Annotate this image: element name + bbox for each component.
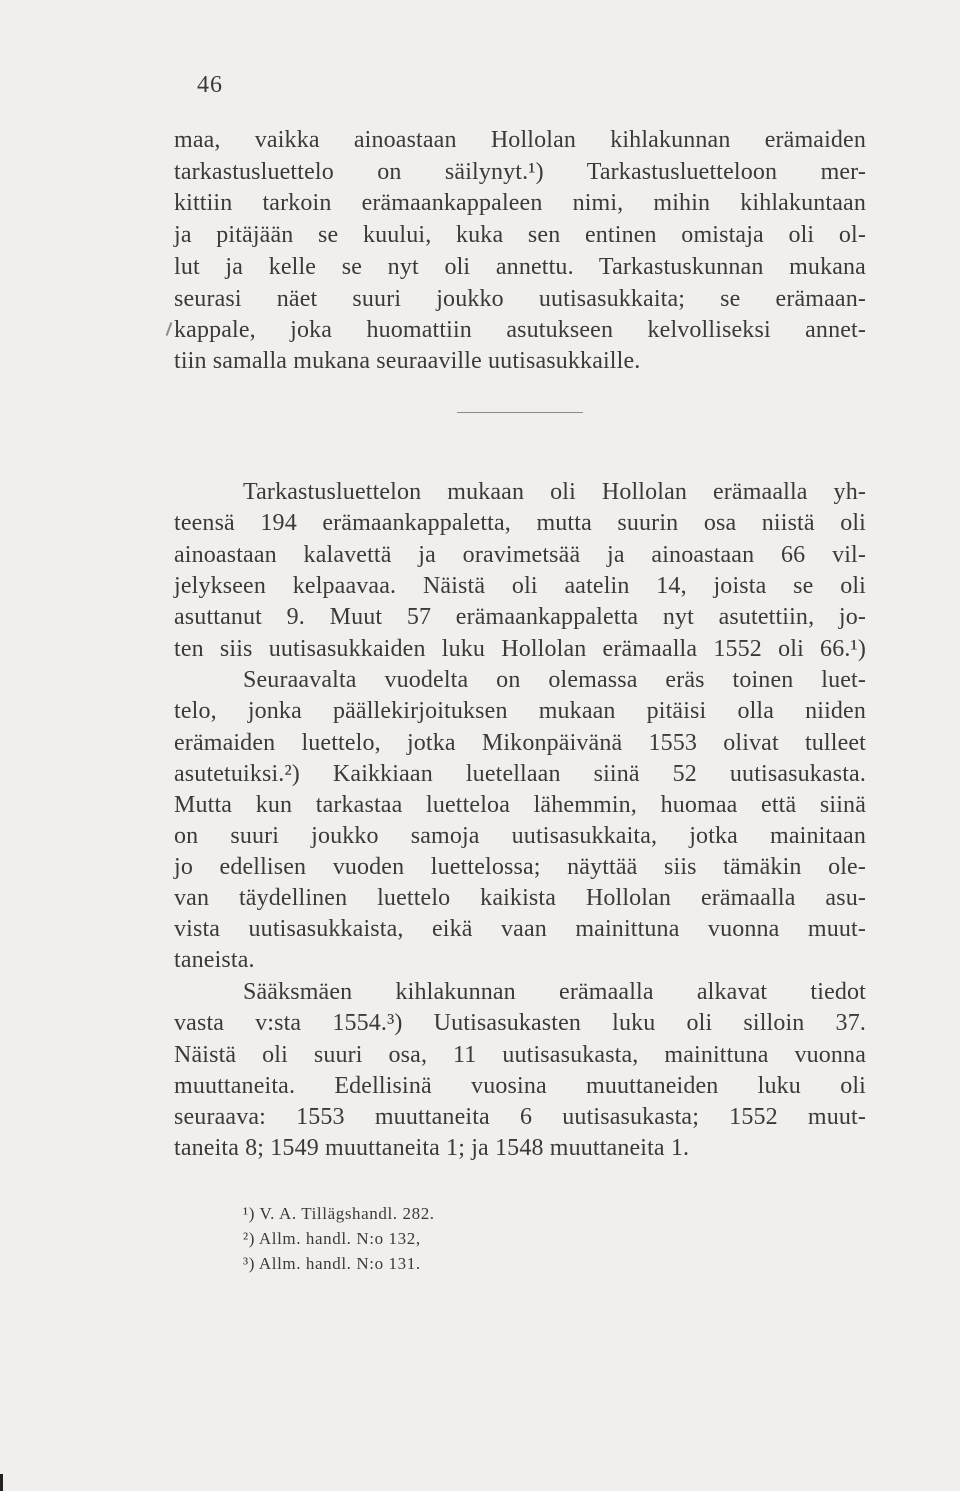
text-line: ja pitäjään se kuului, kuka sen entinen omistaja oli ol- [174, 222, 866, 248]
text-line: van täydellinen luettelo kaikista Hollolan erämaalla asu- [174, 885, 866, 911]
footnote-2: ²) Allm. handl. N:o 132, [243, 1229, 421, 1248]
text-line: jelykseen kelpaavaa. Näistä oli aatelin 14, joista se oli [174, 573, 866, 599]
text-line: on suuri joukko samoja uutisasukkaita, jotka mainitaan [174, 823, 866, 849]
margin-pencil-mark [166, 322, 173, 336]
text-line: tiin samalla mukana seuraaville uutisasukkaille. [174, 348, 641, 374]
text-line: asutetuiksi.²) Kaikkiaan luetellaan siinä 52 uutisasukasta. [174, 761, 866, 787]
text-line: ainoastaan kalavettä ja oravimetsää ja ainoastaan 66 vil- [174, 542, 866, 568]
text-line: muuttaneita. Edellisinä vuosina muuttaneiden luku oli [174, 1073, 866, 1099]
text-line: jo edellisen vuoden luettelossa; näyttää siis tämäkin ole- [174, 854, 866, 880]
text-line: Tarkastusluettelon mukaan oli Hollolan erämaalla yh- [243, 479, 866, 505]
text-line: lut ja kelle se nyt oli annettu. Tarkastuskunnan mukana [174, 254, 866, 280]
page-number: 46 [197, 72, 223, 98]
text-line: Mutta kun tarkastaa luetteloa lähemmin, huomaa että siinä [174, 792, 866, 818]
section-separator-rule [457, 412, 583, 413]
text-line: kappale, joka huomattiin asutukseen kelvolliseksi annet- [174, 317, 866, 343]
text-line: vasta v:sta 1554.³) Uutisasukasten luku oli silloin 37. [174, 1010, 866, 1036]
scan-edge-mark [0, 1474, 3, 1491]
text-line: asuttanut 9. Muut 57 erämaankappaletta nyt asutettiin, jo- [174, 604, 866, 630]
text-line: teensä 194 erämaankappaletta, mutta suurin osa niistä oli [174, 510, 866, 536]
text-line: Näistä oli suuri osa, 11 uutisasukasta, mainittuna vuonna [174, 1042, 866, 1068]
text-line: ten siis uutisasukkaiden luku Hollolan erämaalla 1552 oli 66.¹) [174, 636, 866, 662]
text-line: tarkastusluettelo on säilynyt.¹) Tarkastusluetteloon mer- [174, 159, 866, 185]
text-line: kittiin tarkoin erämaankappaleen nimi, mihin kihlakuntaan [174, 190, 866, 216]
text-line: taneista. [174, 947, 255, 973]
footnote-3: ³) Allm. handl. N:o 131. [243, 1254, 421, 1273]
text-line: maa, vaikka ainoastaan Hollolan kihlakunnan erämaiden [174, 127, 866, 153]
text-line: erämaiden luettelo, jotka Mikonpäivänä 1553 olivat tulleet [174, 730, 866, 756]
text-line: Seuraavalta vuodelta on olemassa eräs toinen luet- [243, 667, 866, 693]
text-line: taneita 8; 1549 muuttaneita 1; ja 1548 muuttaneita 1. [174, 1135, 690, 1161]
text-line: telo, jonka päällekirjoituksen mukaan pitäisi olla niiden [174, 698, 866, 724]
text-line: seuraava: 1553 muuttaneita 6 uutisasukasta; 1552 muut- [174, 1104, 866, 1130]
footnote-1: ¹) V. A. Tillägshandl. 282. [243, 1204, 435, 1223]
text-line: Sääksmäen kihlakunnan erämaalla alkavat tiedot [243, 979, 866, 1005]
text-line: vista uutisasukkaista, eikä vaan mainittuna vuonna muut- [174, 916, 866, 942]
text-line: seurasi näet suuri joukko uutisasukkaita; se erämaan- [174, 286, 866, 312]
